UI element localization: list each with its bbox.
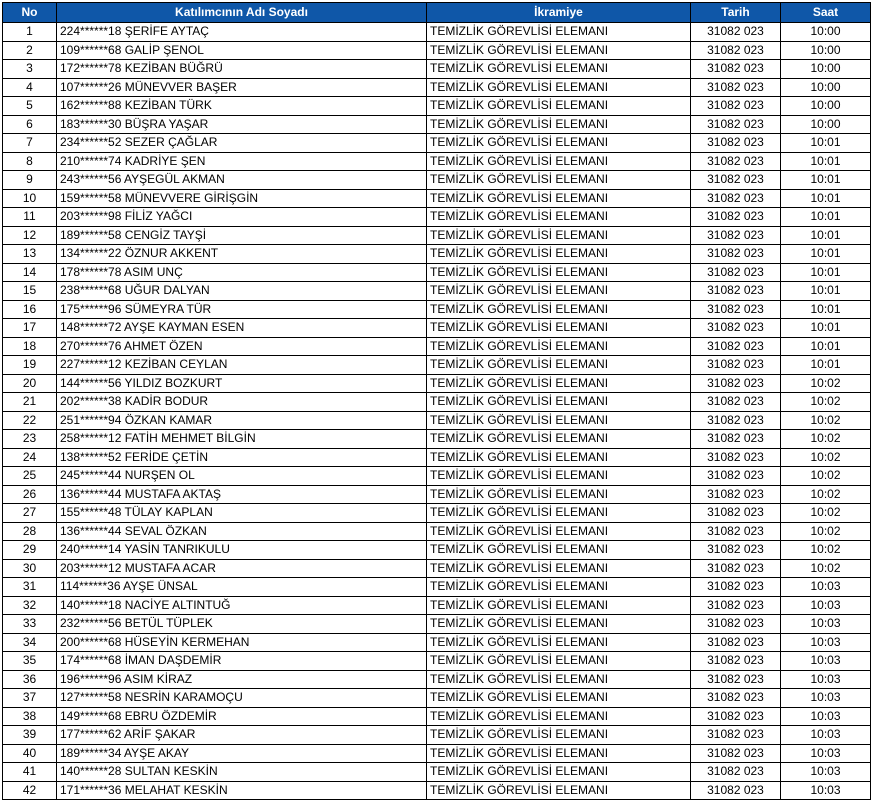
table-row xyxy=(3,781,871,800)
bonus-cell: TEMİZLİK GÖREVLİSİ ELEMANI xyxy=(427,670,691,689)
bonus-cell: TEMİZLİK GÖREVLİSİ ELEMANI xyxy=(427,707,691,726)
participant-name-cell: 210******74 KADRİYE ŞEN xyxy=(57,152,427,171)
participant-name-cell: 227******12 KEZİBAN CEYLAN xyxy=(57,356,427,375)
row-number-cell: 20 xyxy=(3,374,57,393)
time-cell: 10:01 xyxy=(781,337,871,356)
time-cell: 10:02 xyxy=(781,522,871,541)
participant-name-cell: 144******56 YILDIZ BOZKURT xyxy=(57,374,427,393)
table-row xyxy=(3,374,871,393)
bonus-cell: TEMİZLİK GÖREVLİSİ ELEMANI xyxy=(427,781,691,800)
date-cell: 31082 023 xyxy=(691,707,781,726)
bonus-cell: TEMİZLİK GÖREVLİSİ ELEMANI xyxy=(427,504,691,523)
bonus-cell: TEMİZLİK GÖREVLİSİ ELEMANI xyxy=(427,615,691,634)
row-number-cell: 27 xyxy=(3,504,57,523)
date-cell: 31082 023 xyxy=(691,374,781,393)
time-cell: 10:02 xyxy=(781,559,871,578)
row-number-cell: 29 xyxy=(3,541,57,560)
table-row xyxy=(3,430,871,449)
row-number-cell: 39 xyxy=(3,726,57,745)
date-cell: 31082 023 xyxy=(691,208,781,227)
table-row xyxy=(3,578,871,597)
participant-name-cell: 270******76 AHMET ÖZEN xyxy=(57,337,427,356)
table-row xyxy=(3,689,871,708)
row-number-cell: 11 xyxy=(3,208,57,227)
row-number-cell: 31 xyxy=(3,578,57,597)
date-cell: 31082 023 xyxy=(691,115,781,134)
date-cell: 31082 023 xyxy=(691,689,781,708)
date-cell: 31082 023 xyxy=(691,97,781,116)
participant-name-cell: 245******44 NURŞEN OL xyxy=(57,467,427,486)
date-cell: 31082 023 xyxy=(691,781,781,800)
row-number-cell: 10 xyxy=(3,189,57,208)
date-cell: 31082 023 xyxy=(691,652,781,671)
bonus-cell: TEMİZLİK GÖREVLİSİ ELEMANI xyxy=(427,448,691,467)
table-row xyxy=(3,541,871,560)
bonus-cell: TEMİZLİK GÖREVLİSİ ELEMANI xyxy=(427,596,691,615)
bonus-cell: TEMİZLİK GÖREVLİSİ ELEMANI xyxy=(427,78,691,97)
time-cell: 10:01 xyxy=(781,356,871,375)
time-cell: 10:01 xyxy=(781,226,871,245)
bonus-cell: TEMİZLİK GÖREVLİSİ ELEMANI xyxy=(427,189,691,208)
table-row xyxy=(3,485,871,504)
time-cell: 10:00 xyxy=(781,60,871,79)
time-cell: 10:00 xyxy=(781,78,871,97)
table-row xyxy=(3,411,871,430)
table-row xyxy=(3,559,871,578)
table-row xyxy=(3,226,871,245)
participant-name-cell: 178******78 ASIM UNÇ xyxy=(57,263,427,282)
time-cell: 10:00 xyxy=(781,41,871,60)
time-cell: 10:01 xyxy=(781,245,871,264)
date-cell: 31082 023 xyxy=(691,282,781,301)
bonus-cell: TEMİZLİK GÖREVLİSİ ELEMANI xyxy=(427,652,691,671)
time-cell: 10:03 xyxy=(781,744,871,763)
row-number-cell: 15 xyxy=(3,282,57,301)
participant-name-cell: 140******28 SULTAN KESKİN xyxy=(57,763,427,782)
participant-name-cell: 138******52 FERİDE ÇETİN xyxy=(57,448,427,467)
header-row xyxy=(3,3,871,23)
date-cell: 31082 023 xyxy=(691,559,781,578)
date-cell: 31082 023 xyxy=(691,356,781,375)
table-row xyxy=(3,670,871,689)
table-row xyxy=(3,115,871,134)
bonus-cell: TEMİZLİK GÖREVLİSİ ELEMANI xyxy=(427,356,691,375)
participant-name-cell: 149******68 EBRU ÖZDEMİR xyxy=(57,707,427,726)
bonus-cell: TEMİZLİK GÖREVLİSİ ELEMANI xyxy=(427,522,691,541)
date-cell: 31082 023 xyxy=(691,263,781,282)
time-cell: 10:01 xyxy=(781,263,871,282)
time-cell: 10:03 xyxy=(781,689,871,708)
row-number-cell: 6 xyxy=(3,115,57,134)
participant-name-cell: 238******68 UĞUR DALYAN xyxy=(57,282,427,301)
header-date: Tarih xyxy=(691,3,781,23)
bonus-cell: TEMİZLİK GÖREVLİSİ ELEMANI xyxy=(427,226,691,245)
bonus-cell: TEMİZLİK GÖREVLİSİ ELEMANI xyxy=(427,282,691,301)
table-row xyxy=(3,134,871,153)
participant-name-cell: 172******78 KEZİBAN BÜĞRÜ xyxy=(57,60,427,79)
row-number-cell: 36 xyxy=(3,670,57,689)
header-bonus: İkramiye xyxy=(427,3,691,23)
time-cell: 10:02 xyxy=(781,430,871,449)
row-number-cell: 41 xyxy=(3,763,57,782)
row-number-cell: 5 xyxy=(3,97,57,116)
time-cell: 10:02 xyxy=(781,448,871,467)
bonus-cell: TEMİZLİK GÖREVLİSİ ELEMANI xyxy=(427,467,691,486)
participant-name-cell: 183******30 BÜŞRA YAŞAR xyxy=(57,115,427,134)
date-cell: 31082 023 xyxy=(691,763,781,782)
table-row xyxy=(3,245,871,264)
participant-name-cell: 196******96 ASIM KİRAZ xyxy=(57,670,427,689)
row-number-cell: 28 xyxy=(3,522,57,541)
date-cell: 31082 023 xyxy=(691,78,781,97)
time-cell: 10:03 xyxy=(781,763,871,782)
table-row xyxy=(3,467,871,486)
row-number-cell: 33 xyxy=(3,615,57,634)
participant-name-cell: 114******36 AYŞE ÜNSAL xyxy=(57,578,427,597)
bonus-cell: TEMİZLİK GÖREVLİSİ ELEMANI xyxy=(427,208,691,227)
date-cell: 31082 023 xyxy=(691,522,781,541)
date-cell: 31082 023 xyxy=(691,670,781,689)
participant-name-cell: 171******36 MELAHAT KESKİN xyxy=(57,781,427,800)
time-cell: 10:00 xyxy=(781,23,871,42)
table-row xyxy=(3,152,871,171)
participant-name-cell: 234******52 SEZER ÇAĞLAR xyxy=(57,134,427,153)
row-number-cell: 37 xyxy=(3,689,57,708)
bonus-cell: TEMİZLİK GÖREVLİSİ ELEMANI xyxy=(427,245,691,264)
time-cell: 10:03 xyxy=(781,652,871,671)
participant-name-cell: 177******62 ARİF ŞAKAR xyxy=(57,726,427,745)
table-row xyxy=(3,337,871,356)
row-number-cell: 1 xyxy=(3,23,57,42)
bonus-cell: TEMİZLİK GÖREVLİSİ ELEMANI xyxy=(427,393,691,412)
table-row xyxy=(3,707,871,726)
bonus-cell: TEMİZLİK GÖREVLİSİ ELEMANI xyxy=(427,633,691,652)
participant-name-cell: 109******68 GALİP ŞENOL xyxy=(57,41,427,60)
table-row xyxy=(3,596,871,615)
date-cell: 31082 023 xyxy=(691,744,781,763)
header-participant-name: Katılımcının Adı Soyadı xyxy=(57,3,427,23)
participant-name-cell: 203******98 FİLİZ YAĞCI xyxy=(57,208,427,227)
row-number-cell: 25 xyxy=(3,467,57,486)
bonus-cell: TEMİZLİK GÖREVLİSİ ELEMANI xyxy=(427,689,691,708)
table-row xyxy=(3,448,871,467)
date-cell: 31082 023 xyxy=(691,300,781,319)
participant-name-cell: 140******18 NACİYE ALTINTUĞ xyxy=(57,596,427,615)
date-cell: 31082 023 xyxy=(691,467,781,486)
date-cell: 31082 023 xyxy=(691,189,781,208)
table-row xyxy=(3,615,871,634)
bonus-cell: TEMİZLİK GÖREVLİSİ ELEMANI xyxy=(427,152,691,171)
participant-name-cell: 136******44 MUSTAFA AKTAŞ xyxy=(57,485,427,504)
participant-name-cell: 107******26 MÜNEVVER BAŞER xyxy=(57,78,427,97)
participant-name-cell: 203******12 MUSTAFA ACAR xyxy=(57,559,427,578)
bonus-cell: TEMİZLİK GÖREVLİSİ ELEMANI xyxy=(427,726,691,745)
date-cell: 31082 023 xyxy=(691,60,781,79)
participant-name-cell: 159******58 MÜNEVVERE GİRİŞGİN xyxy=(57,189,427,208)
table-row xyxy=(3,319,871,338)
table-row xyxy=(3,41,871,60)
table-row xyxy=(3,763,871,782)
table-row xyxy=(3,504,871,523)
row-number-cell: 16 xyxy=(3,300,57,319)
participant-name-cell: 251******94 ÖZKAN KAMAR xyxy=(57,411,427,430)
table-row xyxy=(3,60,871,79)
time-cell: 10:02 xyxy=(781,467,871,486)
bonus-cell: TEMİZLİK GÖREVLİSİ ELEMANI xyxy=(427,411,691,430)
bonus-cell: TEMİZLİK GÖREVLİSİ ELEMANI xyxy=(427,744,691,763)
row-number-cell: 8 xyxy=(3,152,57,171)
date-cell: 31082 023 xyxy=(691,541,781,560)
participant-name-cell: 189******58 CENGİZ TAYŞİ xyxy=(57,226,427,245)
header-no: No xyxy=(3,3,57,23)
date-cell: 31082 023 xyxy=(691,171,781,190)
bonus-cell: TEMİZLİK GÖREVLİSİ ELEMANI xyxy=(427,60,691,79)
bonus-cell: TEMİZLİK GÖREVLİSİ ELEMANI xyxy=(427,541,691,560)
date-cell: 31082 023 xyxy=(691,596,781,615)
time-cell: 10:01 xyxy=(781,189,871,208)
row-number-cell: 14 xyxy=(3,263,57,282)
participant-name-cell: 232******56 BETÜL TÜPLEK xyxy=(57,615,427,634)
table-row xyxy=(3,652,871,671)
table-row xyxy=(3,78,871,97)
time-cell: 10:03 xyxy=(781,578,871,597)
participant-name-cell: 155******48 TÜLAY KAPLAN xyxy=(57,504,427,523)
table-row xyxy=(3,282,871,301)
participant-name-cell: 202******38 KADİR BODUR xyxy=(57,393,427,412)
bonus-cell: TEMİZLİK GÖREVLİSİ ELEMANI xyxy=(427,300,691,319)
table-row xyxy=(3,300,871,319)
participant-name-cell: 127******58 NESRİN KARAMOÇU xyxy=(57,689,427,708)
bonus-cell: TEMİZLİK GÖREVLİSİ ELEMANI xyxy=(427,319,691,338)
date-cell: 31082 023 xyxy=(691,448,781,467)
row-number-cell: 24 xyxy=(3,448,57,467)
date-cell: 31082 023 xyxy=(691,633,781,652)
date-cell: 31082 023 xyxy=(691,245,781,264)
table-row xyxy=(3,522,871,541)
date-cell: 31082 023 xyxy=(691,578,781,597)
table-row xyxy=(3,263,871,282)
table-row xyxy=(3,744,871,763)
date-cell: 31082 023 xyxy=(691,411,781,430)
row-number-cell: 38 xyxy=(3,707,57,726)
time-cell: 10:00 xyxy=(781,115,871,134)
participant-name-cell: 240******14 YASİN TANRIKULU xyxy=(57,541,427,560)
table-row xyxy=(3,23,871,42)
table-row xyxy=(3,189,871,208)
row-number-cell: 30 xyxy=(3,559,57,578)
row-number-cell: 21 xyxy=(3,393,57,412)
row-number-cell: 9 xyxy=(3,171,57,190)
bonus-cell: TEMİZLİK GÖREVLİSİ ELEMANI xyxy=(427,23,691,42)
participant-name-cell: 189******34 AYŞE AKAY xyxy=(57,744,427,763)
row-number-cell: 7 xyxy=(3,134,57,153)
date-cell: 31082 023 xyxy=(691,393,781,412)
row-number-cell: 34 xyxy=(3,633,57,652)
time-cell: 10:03 xyxy=(781,781,871,800)
bonus-cell: TEMİZLİK GÖREVLİSİ ELEMANI xyxy=(427,578,691,597)
bonus-cell: TEMİZLİK GÖREVLİSİ ELEMANI xyxy=(427,485,691,504)
row-number-cell: 23 xyxy=(3,430,57,449)
date-cell: 31082 023 xyxy=(691,615,781,634)
time-cell: 10:01 xyxy=(781,208,871,227)
date-cell: 31082 023 xyxy=(691,23,781,42)
row-number-cell: 4 xyxy=(3,78,57,97)
participant-name-cell: 162******88 KEZİBAN TÜRK xyxy=(57,97,427,116)
table-row xyxy=(3,356,871,375)
time-cell: 10:02 xyxy=(781,504,871,523)
date-cell: 31082 023 xyxy=(691,41,781,60)
time-cell: 10:02 xyxy=(781,374,871,393)
bonus-cell: TEMİZLİK GÖREVLİSİ ELEMANI xyxy=(427,134,691,153)
bonus-cell: TEMİZLİK GÖREVLİSİ ELEMANI xyxy=(427,337,691,356)
bonus-cell: TEMİZLİK GÖREVLİSİ ELEMANI xyxy=(427,763,691,782)
row-number-cell: 3 xyxy=(3,60,57,79)
row-number-cell: 12 xyxy=(3,226,57,245)
bonus-cell: TEMİZLİK GÖREVLİSİ ELEMANI xyxy=(427,171,691,190)
time-cell: 10:01 xyxy=(781,134,871,153)
date-cell: 31082 023 xyxy=(691,152,781,171)
time-cell: 10:01 xyxy=(781,152,871,171)
table-row xyxy=(3,393,871,412)
row-number-cell: 42 xyxy=(3,781,57,800)
participant-name-cell: 200******68 HÜSEYİN KERMEHAN xyxy=(57,633,427,652)
time-cell: 10:01 xyxy=(781,300,871,319)
time-cell: 10:02 xyxy=(781,393,871,412)
row-number-cell: 19 xyxy=(3,356,57,375)
row-number-cell: 17 xyxy=(3,319,57,338)
time-cell: 10:03 xyxy=(781,596,871,615)
row-number-cell: 22 xyxy=(3,411,57,430)
time-cell: 10:01 xyxy=(781,319,871,338)
bonus-cell: TEMİZLİK GÖREVLİSİ ELEMANI xyxy=(427,559,691,578)
row-number-cell: 40 xyxy=(3,744,57,763)
header-time: Saat xyxy=(781,3,871,23)
date-cell: 31082 023 xyxy=(691,319,781,338)
participant-name-cell: 174******68 İMAN DAŞDEMİR xyxy=(57,652,427,671)
time-cell: 10:02 xyxy=(781,485,871,504)
table-row xyxy=(3,726,871,745)
date-cell: 31082 023 xyxy=(691,485,781,504)
participant-name-cell: 175******96 SÜMEYRA TÜR xyxy=(57,300,427,319)
bonus-cell: TEMİZLİK GÖREVLİSİ ELEMANI xyxy=(427,263,691,282)
row-number-cell: 13 xyxy=(3,245,57,264)
row-number-cell: 2 xyxy=(3,41,57,60)
participant-name-cell: 136******44 SEVAL ÖZKAN xyxy=(57,522,427,541)
table-row xyxy=(3,97,871,116)
time-cell: 10:03 xyxy=(781,670,871,689)
table-header xyxy=(3,3,871,23)
time-cell: 10:00 xyxy=(781,97,871,116)
date-cell: 31082 023 xyxy=(691,504,781,523)
table-row xyxy=(3,171,871,190)
date-cell: 31082 023 xyxy=(691,134,781,153)
date-cell: 31082 023 xyxy=(691,337,781,356)
time-cell: 10:01 xyxy=(781,282,871,301)
time-cell: 10:01 xyxy=(781,171,871,190)
date-cell: 31082 023 xyxy=(691,430,781,449)
table-row xyxy=(3,633,871,652)
participant-table xyxy=(2,2,871,800)
bonus-cell: TEMİZLİK GÖREVLİSİ ELEMANI xyxy=(427,41,691,60)
row-number-cell: 18 xyxy=(3,337,57,356)
table-body xyxy=(3,23,871,800)
bonus-cell: TEMİZLİK GÖREVLİSİ ELEMANI xyxy=(427,374,691,393)
time-cell: 10:03 xyxy=(781,707,871,726)
bonus-cell: TEMİZLİK GÖREVLİSİ ELEMANI xyxy=(427,97,691,116)
participant-name-cell: 258******12 FATİH MEHMET BİLGİN xyxy=(57,430,427,449)
participant-name-cell: 134******22 ÖZNUR AKKENT xyxy=(57,245,427,264)
time-cell: 10:03 xyxy=(781,726,871,745)
participant-name-cell: 243******56 AYŞEGÜL AKMAN xyxy=(57,171,427,190)
time-cell: 10:02 xyxy=(781,411,871,430)
date-cell: 31082 023 xyxy=(691,726,781,745)
participant-name-cell: 224******18 ŞERİFE AYTAÇ xyxy=(57,23,427,42)
bonus-cell: TEMİZLİK GÖREVLİSİ ELEMANI xyxy=(427,430,691,449)
date-cell: 31082 023 xyxy=(691,226,781,245)
row-number-cell: 35 xyxy=(3,652,57,671)
participant-name-cell: 148******72 AYŞE KAYMAN ESEN xyxy=(57,319,427,338)
time-cell: 10:03 xyxy=(781,633,871,652)
time-cell: 10:03 xyxy=(781,615,871,634)
row-number-cell: 26 xyxy=(3,485,57,504)
row-number-cell: 32 xyxy=(3,596,57,615)
bonus-cell: TEMİZLİK GÖREVLİSİ ELEMANI xyxy=(427,115,691,134)
table-row xyxy=(3,208,871,227)
time-cell: 10:02 xyxy=(781,541,871,560)
